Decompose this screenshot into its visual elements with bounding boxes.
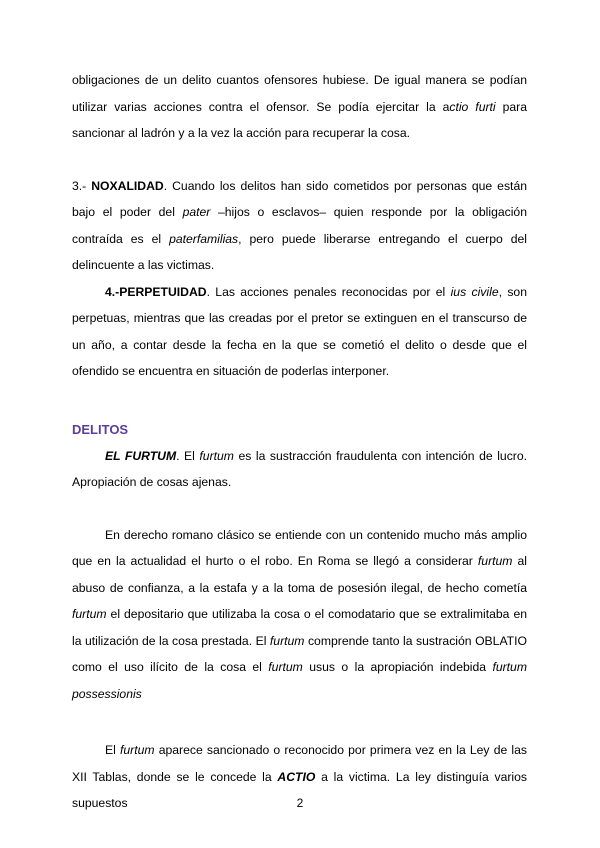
paragraph-ley-xii-tablas: El furtum aparece sancionado o reconocido por primera vez en la Ley de las XII Tablas, donde se le concede la ACTIO a la victima. La ley distinguía varios supuestos <box>72 743 528 810</box>
document-body <box>72 67 527 817</box>
paragraph-derecho-romano: En derecho romano clásico se entiende con un contenido mucho más amplio que en la actualidad el hurto o el robo. En Roma se llegó a considerar furtum al abuso de confianza, a la estafa y a la toma de posesión ilegal, de hecho cometía furtum el depositario que utilizaba la cosa o el comodatario que se extralimitaba en la utilización de la cosa prestada. El furtum comprende tanto la sustración OBLATIO como el uso ilícito de la cosa el furtum usus o la apropiación indebida furtum possessionis <box>72 527 528 701</box>
page-number: 2 <box>296 796 304 810</box>
paragraph-obligaciones: obligaciones de un delito cuantos ofensores hubiese. De igual manera se podían utilizar varias acciones contra el ofensor. Se podía ejercitar la actio furti para sancionar al ladrón y a la vez la acción para recuperar la cosa. <box>72 73 527 140</box>
heading-el-furtum: EL FURTUM <box>105 448 177 463</box>
paragraph-el-furtum: EL FURTUM. El furtum es la sustracción fraudulenta con intención de lucro. Apropiación de cosas ajenas. <box>72 448 528 489</box>
heading-noxalidad: NOXALIDAD <box>91 178 164 193</box>
heading-perpetuidad: 4.-PERPETUIDAD <box>105 284 207 299</box>
paragraph-noxalidad: 3.- NOXALIDAD. Cuando los delitos han sido cometidos por personas que están bajo el poder del pater –hijos o esclavos– quien responde por la obligación contraída es el paterfamilias, pero puede liberarse entregando el cuerpo del delincuente a las victimas. <box>72 178 527 272</box>
section-title-delitos: DELITOS <box>72 421 129 437</box>
paragraph-perpetuidad: 4.-PERPETUIDAD. Las acciones penales reconocidas por el ius civile, son perpetuas, mientras que las creadas por el pretor se extinguen en el transcurso de un año, a contar desde la fecha en la que se cometió el delito o desde que el ofendido se encuentra en situación de poderlas interponer. <box>72 284 527 378</box>
